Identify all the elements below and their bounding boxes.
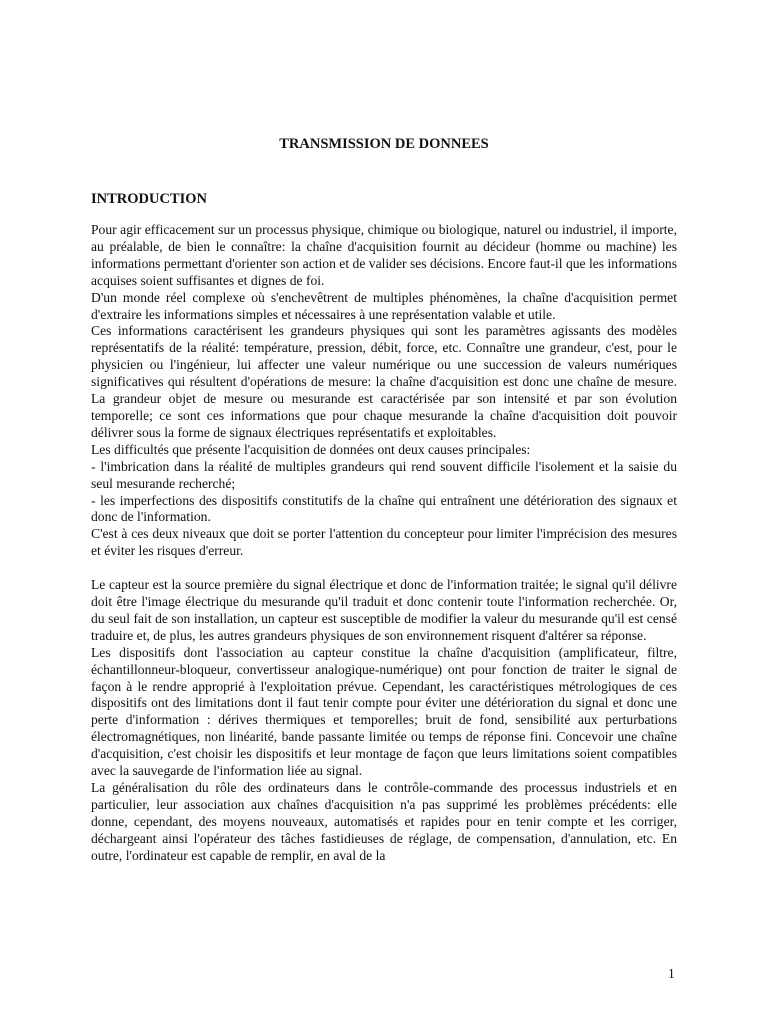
list-item: - les imperfections des dispositifs constitutifs de la chaîne qui entraînent une détérioration des signaux et donc de l'information. <box>91 492 677 525</box>
paragraph-spacer <box>91 560 677 577</box>
page-title: TRANSMISSION DE DONNEES <box>279 136 489 152</box>
paragraph: Ces informations caractérisent les grandeurs physiques qui sont les paramètres agissants des modèles représentatifs de la réalité: température, pression, débit, force, etc. Connaître une grandeur, c'est, pour le physicien ou l'ingénieur, lui affecter une valeur numérique ou une succession de valeurs numériques significatives qui résultent d'opérations de mesure: la chaîne d'acquisition est donc une chaîne de mesure. La grandeur objet de mesure ou mesurande est caractérisée par son intensité et par son évolution temporelle; ce sont ces informations que pour chaque mesurande la chaîne d'acquisition doit pouvoir délivrer sous la forme de signaux électriques représentatifs et exploitables. <box>91 323 677 440</box>
paragraph: Le capteur est la source première du signal électrique et donc de l'information traitée; le signal qu'il délivre doit être l'image électrique du mesurande qu'il traduit et donc contenir toute l'information recherchée. Or, du seul fait de son installation, un capteur est susceptible de modifier la valeur du mesurande qu'il est censé traduire et, de plus, les autres grandeurs physiques de son environnement risquent d'altérer sa réponse. <box>91 577 677 643</box>
paragraph: D'un monde réel complexe où s'enchevêtrent de multiples phénomènes, la chaîne d'acquisition permet d'extraire les informations simples et nécessaires à une représentation valable et utile. <box>91 289 677 322</box>
list-item: - l'imbrication dans la réalité de multiples grandeurs qui rend souvent difficile l'isolement et la saisie du seul mesurande recherché; <box>91 458 677 491</box>
body-text <box>91 222 677 865</box>
paragraph: Les difficultés que présente l'acquisition de données ont deux causes principales: <box>91 441 531 457</box>
paragraph: Les dispositifs dont l'association au capteur constitue la chaîne d'acquisition (amplificateur, filtre, échantillonneur-bloqueur, convertisseur analogique-numérique) ont pour fonction de traiter le signal de façon à le rendre approprié à l'exploitation prévue. Cependant, les caractéristiques métrologiques de ces dispositifs ont des limitations dont il faut tenir compte pour éviter une détérioration du signal et donc une perte d'information : dérives thermiques et temporelles; bruit de fond, sensibilité aux perturbations électromagnétiques, non linéarité, bande passante limitée ou temps de réponse fini. Concevoir une chaîne d'acquisition, c'est choisir les dispositifs et leur montage de façon que leurs limitations soient compatibles avec la sauvegarde de l'information liée au signal. <box>91 644 677 779</box>
section-heading: INTRODUCTION <box>91 191 208 207</box>
page-number: 1 <box>668 966 675 981</box>
paragraph: La généralisation du rôle des ordinateurs dans le contrôle-commande des processus industriels et en particulier, leur association aux chaînes d'acquisition n'a pas supprimé les problèmes précédents: elle donne, cependant, des moyens nouveaux, automatisés et rapides pour en tenir compte et les corriger, déchargeant ainsi l'opérateur des tâches fastidieuses de réglage, de compensation, d'annulation, etc. En outre, l'ordinateur est capable de remplir, en aval de la <box>91 780 677 863</box>
paragraph: C'est à ces deux niveaux que doit se porter l'attention du concepteur pour limiter l'imprécision des mesures et éviter les risques d'erreur. <box>91 526 677 559</box>
paragraph: Pour agir efficacement sur un processus physique, chimique ou biologique, naturel ou industriel, il importe, au préalable, de bien le connaître: la chaîne d'acquisition fournit au décideur (homme ou machine) les informations permettant d'orienter son action et de valider ses décisions. Encore faut-il que les informations acquises soient suffisantes et dignes de foi. <box>91 222 677 288</box>
